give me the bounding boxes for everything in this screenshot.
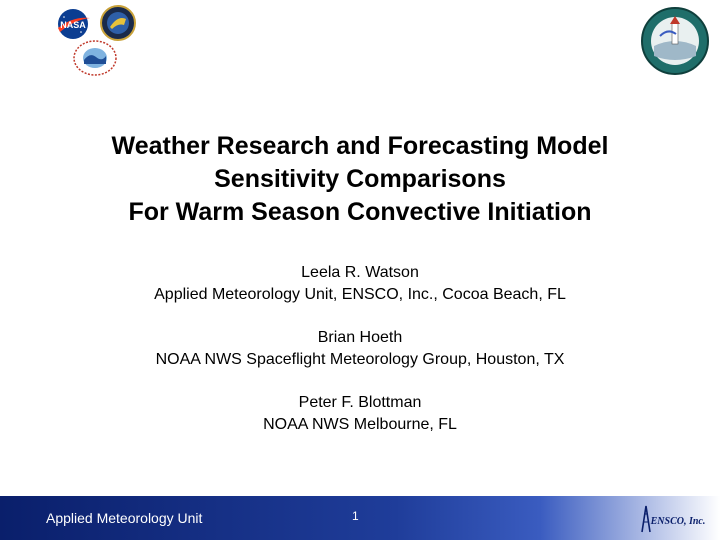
author-block-2: [40, 327, 680, 371]
author-block-1: [40, 262, 680, 306]
title-line-3: For Warm Season Convective Initiation: [128, 198, 592, 226]
author-block-3: [40, 392, 680, 436]
title-line-1: Weather Research and Forecasting Model: [111, 132, 609, 160]
page-number: 1: [352, 509, 359, 523]
author-name: Leela R. Watson: [301, 264, 419, 281]
ensco-logo-text: ENSCO, Inc.: [650, 516, 706, 527]
author-name: Peter F. Blottman: [298, 394, 422, 411]
mission-badge-icon: [640, 6, 710, 76]
title-line-2: Sensitivity Comparisons: [214, 165, 506, 193]
noaa-logo: [72, 40, 118, 76]
nasa-logo-text: NASA: [60, 20, 86, 30]
author-affiliation: NOAA NWS Spaceflight Meteorology Group, Houston, TX: [155, 351, 565, 368]
author-affiliation: NOAA NWS Melbourne, FL: [263, 416, 457, 433]
author-name: Brian Hoeth: [317, 329, 403, 346]
ensco-logo: [630, 500, 710, 536]
author-affiliation: Applied Meteorology Unit, ENSCO, Inc., Cocoa Beach, FL: [154, 286, 566, 303]
nasa-logo: [54, 8, 92, 40]
seal-icon: [100, 5, 136, 41]
footer-unit-label: Applied Meteorology Unit: [46, 510, 203, 526]
slide-title: [40, 130, 680, 229]
